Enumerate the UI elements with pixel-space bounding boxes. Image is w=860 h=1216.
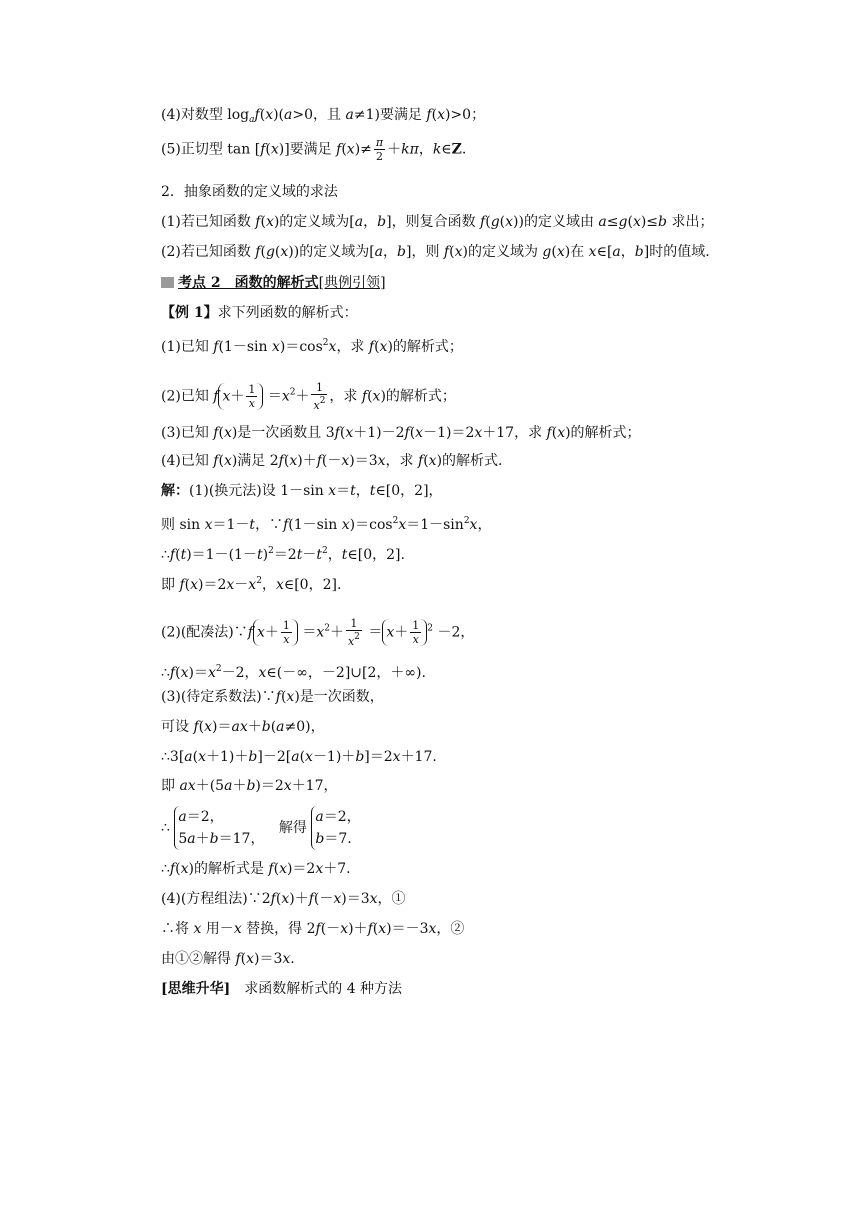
rule-composite-domain: (1)若已知函数 f(x)的定义域为[a，b]，则复合函数 f(g(x))的定义域由 a≤g(x)≤b 求出； — [161, 214, 714, 230]
solution-line-6: $\therefore f(x)=x^2-2$，x∈(－∞，－2]∪[2，＋∞). — [161, 664, 426, 681]
solution-system-result: a＝2， b＝7. — [311, 806, 360, 850]
solution-line-14: ∴将 x 用－x 替换，得 2f(－x)＋f(x)＝－3x，② — [161, 921, 465, 937]
solution-line-9: ∴3[a(x＋1)＋b]－2[a(x－1)＋b]＝2x＋17. — [161, 749, 437, 765]
example-title: 【例 1】求下列函数的解析式： — [161, 305, 358, 321]
solution-line-1: 解：(1)(换元法)设 1－sin x＝t，t∈[0，2]， — [161, 483, 443, 499]
domain-rule-log: (4)对数型 $\log_af(x)(a>0$，且 a≠1)要满足 f(x)>0； — [161, 107, 486, 125]
solution-line-3: $\therefore f(t)=1-(1-t)^2=2t-t^2$，t∈[0，2]. — [161, 546, 405, 563]
solution-line-13: (4)(方程组法)∵2f(x)＋f(－x)＝3x，① — [161, 891, 406, 907]
question-2: (2)已知 f x＋ $\frac{1}{x}$ $=x^2+$ $\frac{1}{x^2}$ ，求 f(x)的解析式； — [161, 381, 456, 412]
solution-line-7: (3)(待定系数法)∵f(x)是一次函数， — [161, 689, 384, 705]
solution-line-2: 则 sin x＝1－t，∵f(1－sin $x)=\cos^2x=1-\sin^2x$， — [161, 516, 492, 533]
solution-line-5: (2)(配凑法)∵f x＋ $\frac{1}{x}$ $=x^2+$ $\frac{1}{x^2}$ ＝ x＋ $\frac{1}{x}$ $^2$ －2， — [161, 617, 475, 648]
section-heading: 2．抽象函数的定义域的求法 — [161, 184, 338, 200]
question-1: (1)已知 f(1－sin $x)=\cos^2x$，求 f(x)的解析式； — [161, 338, 463, 355]
parenthesis-group: x＋ $\frac{1}{x}$ — [218, 383, 263, 410]
summary-heading: [思维升华] 求函数解析式的 4 种方法 — [161, 981, 403, 997]
rule-inner-range: (2)若已知函数 f(g(x))的定义域为[a，b]，则 f(x)的定义域为 g(x)在 x∈[a，b]时的值域. — [161, 244, 710, 260]
solution-line-8: 可设 f(x)＝ax＋b(a≠0)， — [161, 719, 325, 735]
solution-line-4: 即 $f(x)=2x-x^2$，x∈[0，2]. — [161, 576, 342, 593]
question-4: (4)已知 f(x)满足 2f(x)＋f(－x)＝3x，求 f(x)的解析式. — [161, 453, 503, 469]
domain-rule-tan: (5)正切型 tan [f(x)]要满足 f(x)≠ $\frac{\pi}{2}$ ＋kπ，k∈Z. — [161, 136, 467, 163]
solution-line-10: 即 ax＋(5a＋b)＝2x＋17， — [161, 778, 338, 794]
solution-line-15: 由①②解得 f(x)＝3x. — [161, 951, 295, 967]
question-3: (3)已知 f(x)是一次函数且 3f(x＋1)－2f(x－1)＝2x＋17，求 f(x)的解析式； — [161, 425, 641, 441]
solution-system: ∴ a＝2， 5a＋b＝17， 解得 a＝2， b＝7. — [161, 806, 361, 850]
topic-heading: 考点 2 函数的解析式[典例引领] — [161, 274, 386, 292]
equation-system: a＝2， 5a＋b＝17， — [174, 806, 264, 850]
fraction: $\frac{\pi}{2}$ — [375, 136, 384, 163]
section-marker-icon — [161, 277, 174, 288]
solution-line-12: ∴f(x)的解析式是 f(x)＝2x＋7. — [161, 861, 351, 877]
